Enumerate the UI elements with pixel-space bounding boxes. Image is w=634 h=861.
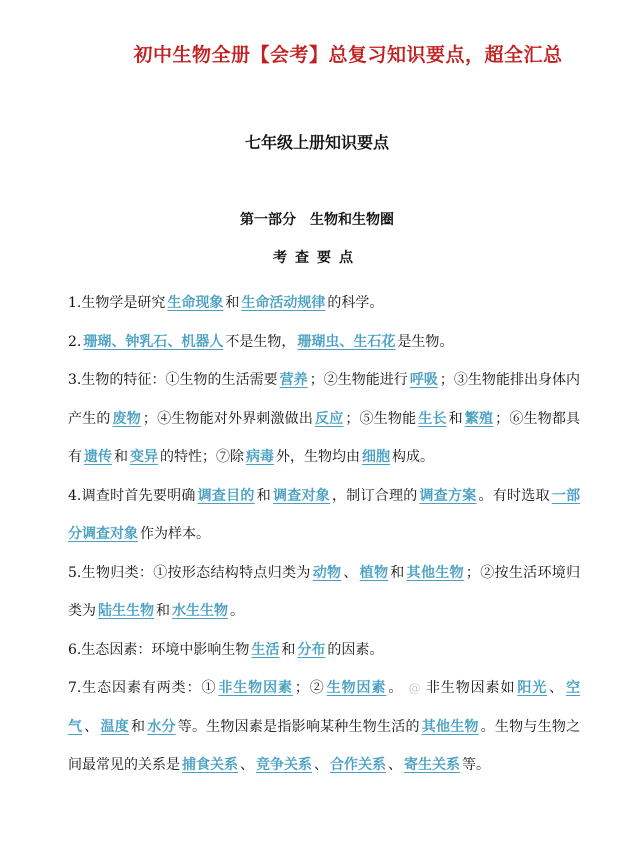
grade-heading: 七年级上册知识要点 <box>244 133 389 152</box>
text: 构成。 <box>392 449 434 465</box>
paragraph-1 <box>68 284 580 323</box>
text: 作为样本。 <box>140 526 210 542</box>
text: 等。生物因素是指影响某种生物生活的 <box>177 718 420 735</box>
text: 1.生物学是研究 <box>68 295 166 311</box>
answer-blank: 水分 <box>147 718 176 735</box>
text: ；② <box>294 680 325 696</box>
text: 4.调查时首先要明确 <box>68 487 196 504</box>
answer-blank: 非生物因素 <box>218 680 293 696</box>
text: 和 <box>448 410 463 427</box>
text: 。有时选取 <box>478 487 550 504</box>
text: 的特性；⑦除 <box>160 449 244 465</box>
text: 。 <box>388 680 404 696</box>
answer-blank: 遗传 <box>84 449 112 465</box>
text: 不是生物， <box>225 333 296 350</box>
text: 的科学。 <box>327 295 384 311</box>
text: 是生物。 <box>397 333 454 350</box>
text: 等。 <box>462 757 490 773</box>
answer-blank: 珊瑚虫、生石花 <box>297 333 396 350</box>
text: 外，生物均由 <box>276 449 360 465</box>
text: 、 <box>314 757 328 773</box>
key-points-heading: 考查要点 <box>273 250 361 266</box>
text: ；⑥生物都具有 <box>68 410 581 465</box>
text: 和 <box>114 449 128 465</box>
answer-blank: 空气 <box>68 680 581 735</box>
paragraph-3 <box>68 361 580 477</box>
answer-blank: 废物 <box>112 410 141 427</box>
text: 、 <box>343 564 358 581</box>
text: 2. <box>68 333 82 350</box>
answer-blank: 陆生生物 <box>98 603 154 619</box>
text: 和 <box>390 564 405 581</box>
answer-blank: 生长 <box>418 410 447 427</box>
text: 3.生物的特征：①生物的生活需要 <box>68 372 278 388</box>
answer-blank: 水生生物 <box>172 603 228 619</box>
text: 、 <box>549 680 565 696</box>
text: ；②生物能进行 <box>309 372 408 388</box>
text: 和 <box>281 641 296 658</box>
text: ；②按生活环境归类为 <box>68 564 581 619</box>
paragraph-5 <box>68 554 580 631</box>
answer-blank: 营养 <box>279 372 308 388</box>
text: ；⑤生物能 <box>345 410 417 427</box>
text: 、 <box>84 718 99 735</box>
answer-blank: 调查目的 <box>197 487 255 504</box>
text: 非生物因素如 <box>425 680 516 696</box>
answer-blank: 一部分调查对象 <box>68 487 581 542</box>
answer-blank: 呼吸 <box>409 372 438 388</box>
text: 和 <box>156 603 170 619</box>
answer-blank: 寄生关系 <box>404 757 460 773</box>
text: 、 <box>240 757 254 773</box>
text: 。 <box>230 603 244 619</box>
answer-blank: 珊瑚、钟乳石、机器人 <box>83 333 224 350</box>
text: 和 <box>225 295 240 311</box>
text: 、 <box>388 757 402 773</box>
answer-blank: 其他生物 <box>421 718 479 735</box>
answer-blank: 其他生物 <box>406 564 464 581</box>
answer-blank: 生活 <box>251 641 280 658</box>
answer-blank: 繁殖 <box>464 410 494 427</box>
answer-blank: 生命现象 <box>167 295 224 311</box>
text: ；④生物能对外界刺激做出 <box>142 410 314 427</box>
watermark-at-icon: @ <box>408 681 421 695</box>
answer-blank: 分布 <box>297 641 326 658</box>
answer-blank: 调查对象 <box>272 487 330 504</box>
text: 5.生物归类：①按形态结构特点归类为 <box>68 564 311 581</box>
paragraph-6 <box>68 631 580 670</box>
text: 和 <box>256 487 271 504</box>
answer-blank: 阳光 <box>517 680 548 696</box>
text: 7.生态因素有两类：① <box>68 680 217 696</box>
answer-blank: 生物因素 <box>326 680 387 696</box>
answer-blank: 合作关系 <box>330 757 386 773</box>
text: 6.生态因素：环境中影响生物 <box>68 641 250 658</box>
content-body <box>68 284 580 785</box>
answer-blank: 生命活动规律 <box>241 295 326 311</box>
answer-blank: 变异 <box>130 449 158 465</box>
answer-blank: 细胞 <box>362 449 390 465</box>
document-title: 初中生物全册【会考】总复习知识要点，超全汇总 <box>133 44 563 66</box>
answer-blank: 动物 <box>312 564 342 581</box>
text: 。生物与生物之间最常见的关系是 <box>68 718 581 773</box>
paragraph-2 <box>68 323 580 362</box>
text: ，制订合理的 <box>331 487 418 504</box>
answer-blank: 调查方案 <box>419 487 477 504</box>
text: 的因素。 <box>327 641 384 658</box>
answer-blank: 竞争关系 <box>256 757 312 773</box>
answer-blank: 捕食关系 <box>182 757 238 773</box>
section-heading: 第一部分 生物和生物圈 <box>240 212 394 228</box>
paragraph-4 <box>68 477 580 554</box>
answer-blank: 病毒 <box>246 449 274 465</box>
text: ；③生物能排出身体内产生的 <box>68 372 581 427</box>
answer-blank: 温度 <box>100 718 129 735</box>
answer-blank: 植物 <box>359 564 389 581</box>
text: 和 <box>130 718 146 735</box>
paragraph-7 <box>68 669 580 785</box>
answer-blank: 反应 <box>315 410 344 427</box>
